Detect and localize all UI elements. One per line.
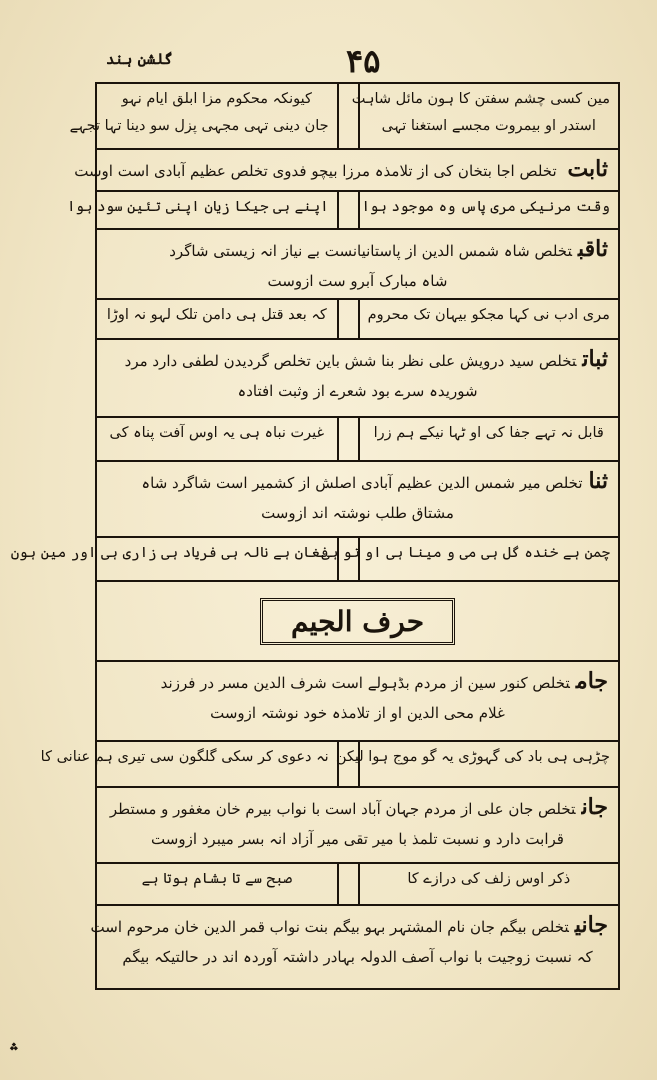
couplet-second-half bbox=[97, 418, 337, 460]
biography-entry bbox=[97, 230, 618, 300]
poet-name: جان bbox=[581, 794, 608, 820]
entry-text: تخلص میر شمس الدین عظیم آبادی اصلش از کشمیر است شاگرد شاہ bbox=[141, 474, 583, 492]
verse-line: غیرت نباہ ہی یہ اوس آفت پناہ کی bbox=[109, 425, 325, 441]
couplet-first-half bbox=[358, 300, 619, 338]
entry-text: تخلص جان علی از مردم جہان آباد است با نواب بیرم خان مغفور و مستطر bbox=[109, 800, 576, 818]
entry-text: تخلص شاہ شمس الدین از پاستانیانست بے نیاز انہ زیستی شاگرد bbox=[169, 242, 573, 260]
verse-line: جان دینی تہی مجہی پزل سو دینا تہا تجہے bbox=[69, 118, 329, 134]
entry-text: تخلص سید درویش علی نظر بنا شش باین تخلص گردیدن لطفی دارد مرد bbox=[124, 352, 577, 370]
biography-entry bbox=[97, 662, 618, 742]
couplet-row bbox=[40, 742, 618, 788]
poet-name: ثبات bbox=[582, 346, 608, 372]
couplet-divider bbox=[337, 84, 358, 148]
couplet-divider bbox=[337, 864, 358, 904]
couplet-divider bbox=[337, 538, 358, 580]
entry-text-continued: قرابت دارد و نسبت تلمذ با میر تقی میر آزاد انہ بسر میبرد ازوست bbox=[151, 830, 564, 848]
running-title: گلشن ہند bbox=[106, 50, 173, 68]
verse-line: مین کسی چشم سفتن کا ہون مائل شاہت bbox=[351, 91, 610, 107]
footnote-mark: ؞ bbox=[8, 1040, 20, 1064]
verse-line: کیونکہ محکوم مزا ابلق ایام نہو bbox=[121, 91, 312, 107]
couplet-second-half bbox=[10, 538, 337, 580]
couplet-second-half bbox=[66, 192, 337, 228]
couplet-second-half bbox=[97, 864, 337, 904]
couplet-divider bbox=[337, 192, 358, 228]
entry-text: تخلص کنور سین از مردم بڈہولے است شرف الدین مسر در فرزند bbox=[160, 674, 570, 692]
couplet-row bbox=[97, 418, 618, 462]
couplet-divider bbox=[337, 300, 358, 338]
verse-line: صبح سے تا بشام ہوتا ہے bbox=[141, 871, 293, 887]
biography-entry bbox=[90, 906, 618, 988]
couplet-row bbox=[66, 192, 618, 230]
couplet-first-half bbox=[358, 192, 619, 228]
couplet-row bbox=[97, 300, 618, 340]
biography-entry bbox=[74, 150, 618, 192]
verse-line: مری ادب نی کہا مجکو بیہان تک محروم bbox=[367, 307, 610, 323]
poet-name: جام bbox=[575, 668, 608, 694]
verse-line: قابل نہ تہے جفا کی او ٹہا نیکے ہم زرا bbox=[373, 425, 604, 441]
biography-entry bbox=[97, 340, 618, 418]
biography-entry bbox=[97, 788, 618, 864]
verse-line: نہ دعوی کر سکی گلگون سی تیری ہم عنانی کا bbox=[40, 749, 329, 765]
section-heading: حرف الجیم bbox=[260, 598, 455, 645]
verse-line: چڑہی ہی باد کی گہوڑی یہ گو موج ہوا لیکن bbox=[335, 749, 610, 765]
page-header bbox=[98, 44, 618, 82]
poet-name: ثنا bbox=[588, 468, 608, 494]
couplet-first-half bbox=[358, 864, 619, 904]
couplet-second-half bbox=[97, 300, 337, 338]
entry-text: تخلص بیگم جان نام المشتہر بہو بیگم بنت نواب قمر الدین خان مرحوم است bbox=[90, 918, 569, 936]
couplet-row bbox=[10, 538, 618, 582]
section-heading-row bbox=[97, 582, 618, 662]
couplet-first-half bbox=[335, 742, 619, 786]
entry-text: تخلص اجا بتخان کی از تلامذہ مرزا بیچو فدوی تخلص عظیم آبادی است اوست bbox=[74, 162, 557, 180]
verse-line: فغان ہے نالہ ہی فریاد ہی زاری ہی اور مین ہون bbox=[10, 545, 329, 561]
text-frame bbox=[10, 82, 620, 990]
entry-text-continued: شوریدہ سرے بود شعرے از وثبت افتادہ bbox=[237, 382, 478, 400]
couplet-divider bbox=[337, 418, 358, 460]
verse-line: کہ بعد قتل ہی دامن تلک لہو نہ اوڑا bbox=[106, 307, 327, 323]
couplet-first-half bbox=[321, 538, 619, 580]
couplet-first-half bbox=[351, 84, 619, 148]
verse-line: ذکر اوس زلف کی درازے کا bbox=[407, 871, 571, 887]
verse-line: اپنے ہی جیکا زیان اپنی تئین سود ہوا bbox=[66, 199, 329, 215]
couplet-second-half bbox=[40, 742, 337, 786]
page-number: ۴۵ bbox=[346, 42, 381, 80]
poet-name: جانی bbox=[574, 912, 608, 938]
couplet-row bbox=[69, 84, 618, 150]
entry-text-continued: مشتاق طلب نوشتہ اند ازوست bbox=[261, 504, 454, 522]
verse-line: استدر او بیمروت مجسے استغنا تہی bbox=[381, 118, 596, 134]
biography-entry bbox=[97, 462, 618, 538]
poet-name: ثاقب bbox=[578, 236, 608, 262]
couplet-row bbox=[97, 864, 618, 906]
verse-line: وقت مرنیکی مری پاس وہ موجود ہوا bbox=[361, 199, 610, 215]
entry-text-continued: غلام محی الدین او از تلامذہ خود نوشتہ ازوست bbox=[210, 704, 505, 722]
couplet-first-half bbox=[358, 418, 619, 460]
couplet-second-half bbox=[69, 84, 337, 148]
entry-text-continued: شاہ مبارک آبرو ست ازوست bbox=[267, 272, 448, 290]
poet-name: ثابت bbox=[567, 156, 608, 182]
verse-line: چمن ہے خندہ گل ہی می و مینا ہی او تو ہی bbox=[321, 545, 610, 561]
entry-text-continued: کہ نسبت زوجیت با نواب آصف الدولہ بہادر داشتہ آوردہ اند در حالتیکہ بیگم bbox=[122, 948, 593, 966]
couplet-divider bbox=[337, 742, 358, 786]
